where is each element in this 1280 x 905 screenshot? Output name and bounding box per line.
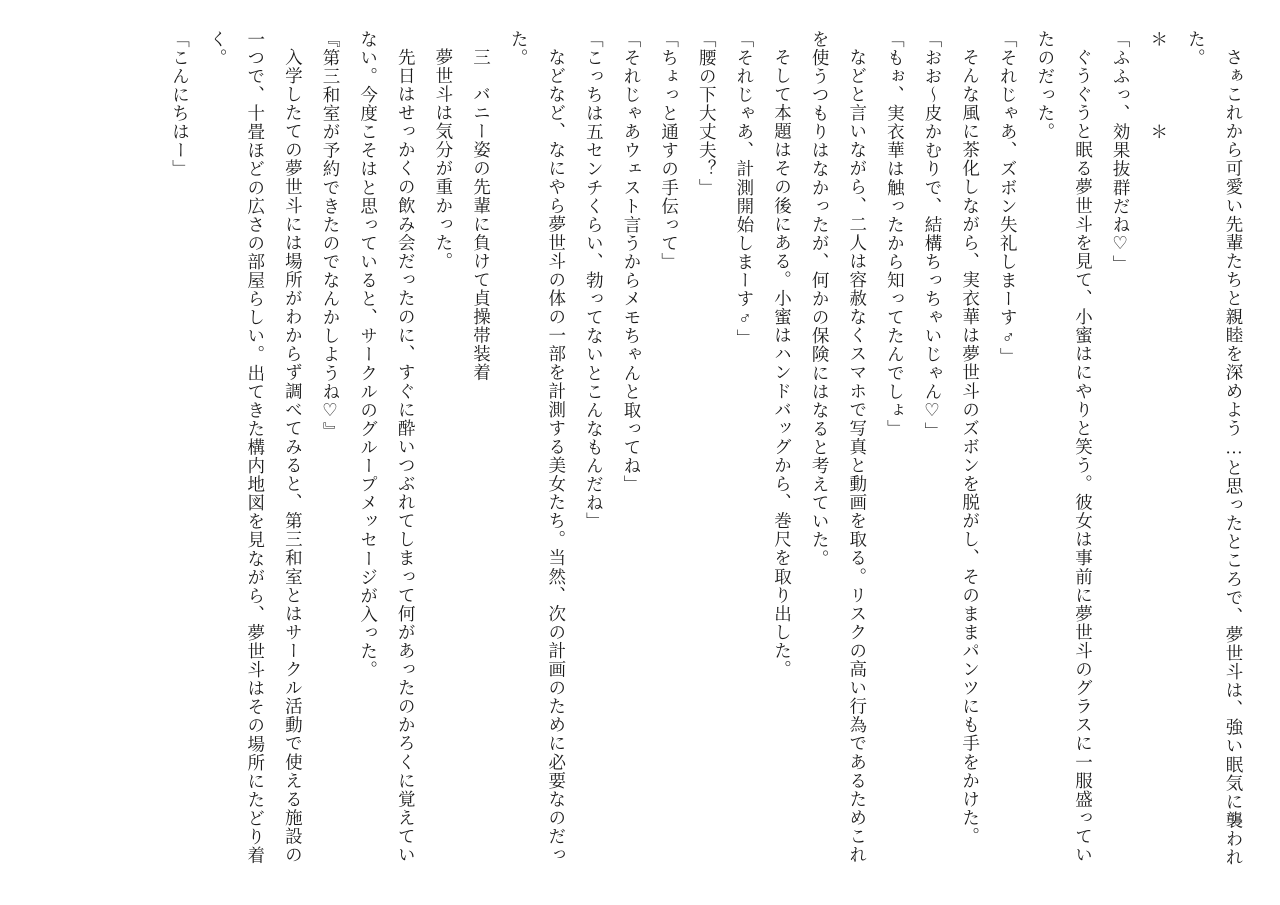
paragraph: ぐうぐうと眠る夢世斗を見て、小蜜はにやりと笑う。彼女は事前に夢世斗のグラスに一服盛っていたのだった。 [1035, 30, 1094, 864]
paragraph: 『第三和室が予約できたのでなんかしようね♡』 [321, 30, 341, 441]
paragraph: 「ふふっ、効果抜群だね♡」 [1111, 30, 1132, 274]
paragraph: などと言いながら、二人は容赦なくスマホで写真と動画を取る。リスクの高い行為であるためこれを使うつもりはなかったが、何かの保険にはなると考えていた。 [810, 30, 868, 864]
paragraph: 「こっちは五センチくらい、勃ってないとこんなもんだね」 [584, 30, 605, 531]
paragraph: 先日はせっかくの飲み会だったのに、すぐに酔いつぶれてしまって何があったのかろくに覚えていない。今度こそはと思っていると、サークルのグループメッセージが入った。 [358, 30, 417, 864]
paragraph: などなど、なにやら夢世斗の体の一部を計測する美女たち。当然、次の計画のために必要なのだった。 [509, 30, 567, 864]
paragraph: 「それじゃあウェスト言うからメモちゃんと取ってね」 [622, 30, 642, 494]
vertical-text-body [27, 30, 1252, 875]
paragraph: 「こんにちはー」 [170, 30, 191, 179]
paragraph: そして本題はその後にある。小蜜はハンドバッグから、巻尺を取り出した。 [772, 47, 793, 679]
paragraph: 入学したての夢世斗には場所がわからず調べてみると、第三和室とはサークル活動で使える施設の一つで、十畳ほどの広さの部屋らしい。出てきた構内地図を見ながら、夢世斗はその場所にたどり着く。 [208, 30, 304, 865]
paragraph: 「それじゃあ、ズボン失礼しまーす♂」 [998, 30, 1019, 367]
paragraph: 夢世斗は気分が重かった。 [433, 47, 454, 271]
paragraph: そんな風に茶化しながら、実衣華は夢世斗のズボンを脱がし、そのままパンツにも手をかけた。 [960, 47, 981, 846]
paragraph: 「おお～皮かむりで、結構ちっちゃいじゃん♡」 [923, 30, 943, 441]
paragraph: 「ちょっと通すの手伝って」 [659, 30, 680, 272]
paragraph: 「腰の下大丈夫？」 [697, 30, 718, 197]
section-separator: ＊ ＊ [1148, 30, 1169, 142]
chapter-heading: 三 バニー姿の先輩に負けて貞操帯装着 [471, 47, 492, 382]
paragraph: さぁこれから可愛い先輩たちと親睦を深めよう…と思ったところで、夢世斗は、強い眠気に襲われた。 [1186, 30, 1244, 867]
paragraph: 「それじゃあ、計測開始しまーす♂」 [734, 30, 755, 348]
paragraph: 「もぉ、実衣華は触ったから知ってたんでしょ」 [885, 30, 906, 439]
